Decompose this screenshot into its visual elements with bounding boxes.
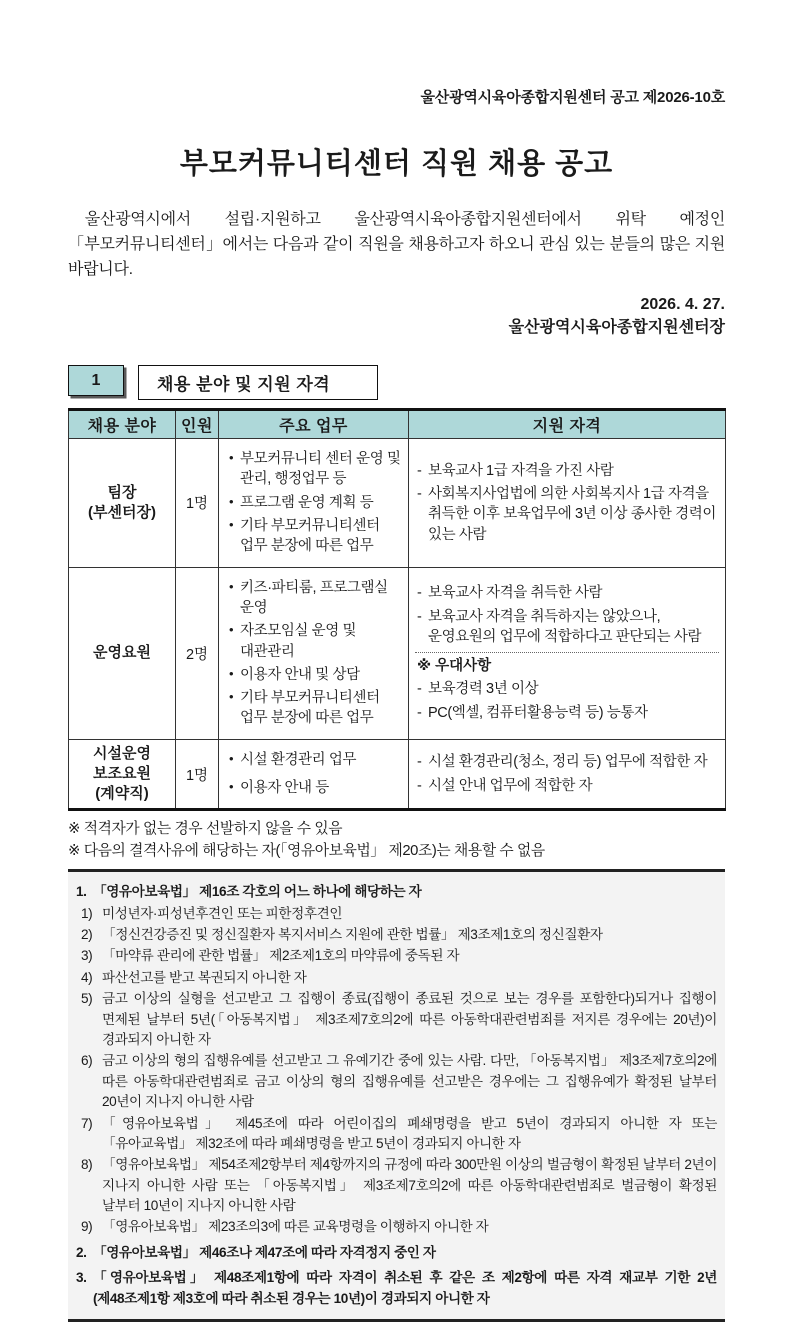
notice-number: 울산광역시육아종합지원센터 공고 제2026-10호	[420, 89, 725, 106]
duty-item: • 자조모임실 운영 및 대관관리	[225, 621, 404, 662]
intro-paragraph: 울산광역시에서 설립·지원하고 울산광역시육아종합지원센터에서 위탁 예정인 「부모커뮤니티센터」에서는 다음과 같이 직원을 채용하고자 하오니 관심 있는 분들의 많은 지원 바랍니다.	[68, 211, 725, 278]
disqualification-subitem: 6) 금고 이상의 형의 집행유예를 선고받고 그 유예기간 중에 있는 사람. 다만, 「아동복지법」 제3조제7호의2에 따른 아동학대관련범죄로 금고 이상의 형의 집행유예를 선고받은 경우에는 그 집행유예가 확정된 날부터 20년이 지나지 아니한 사람	[81, 1053, 717, 1110]
disqualification-subitem: 4) 파산선고를 받고 복권되지 아니한 자	[81, 969, 307, 985]
quals-cell	[409, 567, 726, 739]
field-cell: 팀장 (부센터장)	[69, 439, 176, 567]
table-row	[69, 567, 726, 739]
table-row	[69, 739, 726, 810]
disqualification-subitem: 7) 「영유아보육법」 제45조에 따라 어린이집의 폐쇄명령을 받고 5년이 경과되지 아니한 자 또는 「유아교육법」 제32조에 따라 폐쇄명령을 받고 5년이 경과되지 아니한 자	[81, 1115, 717, 1151]
col-header-count: 인원	[176, 410, 219, 439]
table-footnotes	[68, 819, 725, 862]
disqualification-item: 1. 「영유아보육법」 제16조 각호의 어느 하나에 해당하는 자	[76, 884, 422, 900]
duties-cell	[219, 739, 409, 810]
disqualification-subitem: 8) 「영유아보육법」 제54조제2항부터 제4항까지의 규정에 따라 300만원 이상의 벌금형이 확정된 날부터 2년이 지나지 아니한 사람 또는 「아동복지법」 제3조제7호의2에 따른 아동학대관련범죄로 벌금형이 확정된 날부터 10년이 지나지 아니한 사람	[81, 1157, 717, 1214]
count-cell: 2명	[176, 567, 219, 739]
duties-cell	[219, 567, 409, 739]
duty-item: • 부모커뮤니티 센터 운영 및 관리, 행정업무 등	[225, 449, 404, 490]
duty-item: • 기타 부모커뮤니티센터 업무 분장에 따른 업무	[225, 516, 404, 557]
qual-item: - 보육교사 1급 자격을 가진 사람	[415, 461, 719, 481]
duty-item: • 프로그램 운영 계획 등	[225, 493, 404, 513]
col-header-field: 채용 분야	[69, 410, 176, 439]
section-title: 채용 분야 및 지원 자격	[138, 365, 378, 400]
count-cell: 1명	[176, 439, 219, 567]
disqualification-subitem: 1) 미성년자·피성년후견인 또는 피한정후견인	[81, 905, 343, 921]
count-cell: 1명	[176, 739, 219, 810]
duty-item: • 시설 환경관리 업무	[225, 750, 404, 770]
footnote: ※ 다음의 결격사유에 해당하는 자(「영유아보육법」 제20조)는 채용할 수 없음	[68, 842, 545, 859]
duty-item: • 이용자 안내 등	[225, 778, 404, 798]
col-header-quals: 지원 자격	[409, 410, 726, 439]
qual-item: - 시설 안내 업무에 적합한 자	[415, 776, 719, 796]
announcement-signer: 울산광역시육아종합지원센터장	[508, 318, 725, 336]
table-header-row	[69, 410, 726, 439]
table-row	[69, 439, 726, 567]
recruitment-table	[68, 408, 726, 811]
preference-title: ※ 우대사항	[417, 658, 492, 675]
quals-cell	[409, 739, 726, 810]
disqualification-box	[68, 869, 725, 1322]
section-number-badge: 1	[68, 365, 124, 396]
disqualification-subitem: 9) 「영유아보육법」 제23조의3에 따른 교육명령을 이행하지 아니한 자	[81, 1219, 489, 1235]
preference-divider	[415, 652, 719, 653]
quals-cell	[409, 439, 726, 567]
col-header-duties: 주요 업무	[219, 410, 409, 439]
disqualification-item: 2. 「영유아보육법」 제46조나 제47조에 따라 자격정지 중인 자	[76, 1244, 436, 1260]
field-cell: 시설운영 보조요원 (계약직)	[69, 739, 176, 810]
date-signature-block	[68, 294, 725, 339]
section-1-header	[68, 365, 725, 400]
disqualification-item: 3. 「영유아보육법」 제48조제1항에 따라 자격이 취소된 후 같은 조 제2항에 따른 자격 재교부 기한 2년(제48조제1항 제3호에 따라 취소된 경우는 10년)이 경과되지 아니한 자	[76, 1270, 717, 1306]
footnote: ※ 적격자가 없는 경우 선발하지 않을 수 있음	[68, 821, 343, 838]
qual-item: - 시설 환경관리(청소, 정리 등) 업무에 적합한 자	[415, 752, 719, 772]
duty-item: • 기타 부모커뮤니티센터 업무 분장에 따른 업무	[225, 688, 404, 729]
duties-cell	[219, 439, 409, 567]
qual-item: - 사회복지사업법에 의한 사회복지사 1급 자격을 취득한 이후 보육업무에 3년 이상 종사한 경력이 있는 사람	[415, 484, 719, 545]
duty-item: • 키즈·파티룸, 프로그램실 운영	[225, 578, 404, 619]
duty-item: • 이용자 안내 및 상담	[225, 665, 404, 685]
announcement-date: 2026. 4. 27.	[640, 296, 725, 314]
disqualification-subitem: 3) 「마약류 관리에 관한 법률」 제2조제1호의 마약류에 중독된 자	[81, 948, 460, 964]
preference-item: - 보육경력 3년 이상	[415, 679, 719, 699]
qual-item: - 보육교사 자격을 취득한 사람	[415, 583, 719, 603]
disqualification-subitem: 2) 「정신건강증진 및 정신질환자 복지서비스 지원에 관한 법률」 제3조제1호의 정신질환자	[81, 927, 603, 943]
qual-item: - 보육교사 자격을 취득하지는 않았으나, 운영요원의 업무에 적합하다고 판단되는 사람	[415, 607, 719, 648]
disqualification-subitem: 5) 금고 이상의 실형을 선고받고 그 집행이 종료(집행이 종료된 것으로 보는 경우를 포함한다)되거나 집행이 면제된 날부터 5년(「아동복지법」 제3조제7호의2에 따른 아동학대관련범죄를 저지른 경우에는 20년)이 경과되지 아니한 자	[81, 991, 717, 1047]
preference-item: - PC(엑셀, 컴퓨터활용능력 등) 능통자	[415, 703, 719, 723]
field-cell: 운영요원	[69, 567, 176, 739]
page-title: 부모커뮤니티센터 직원 채용 공고	[179, 148, 614, 180]
